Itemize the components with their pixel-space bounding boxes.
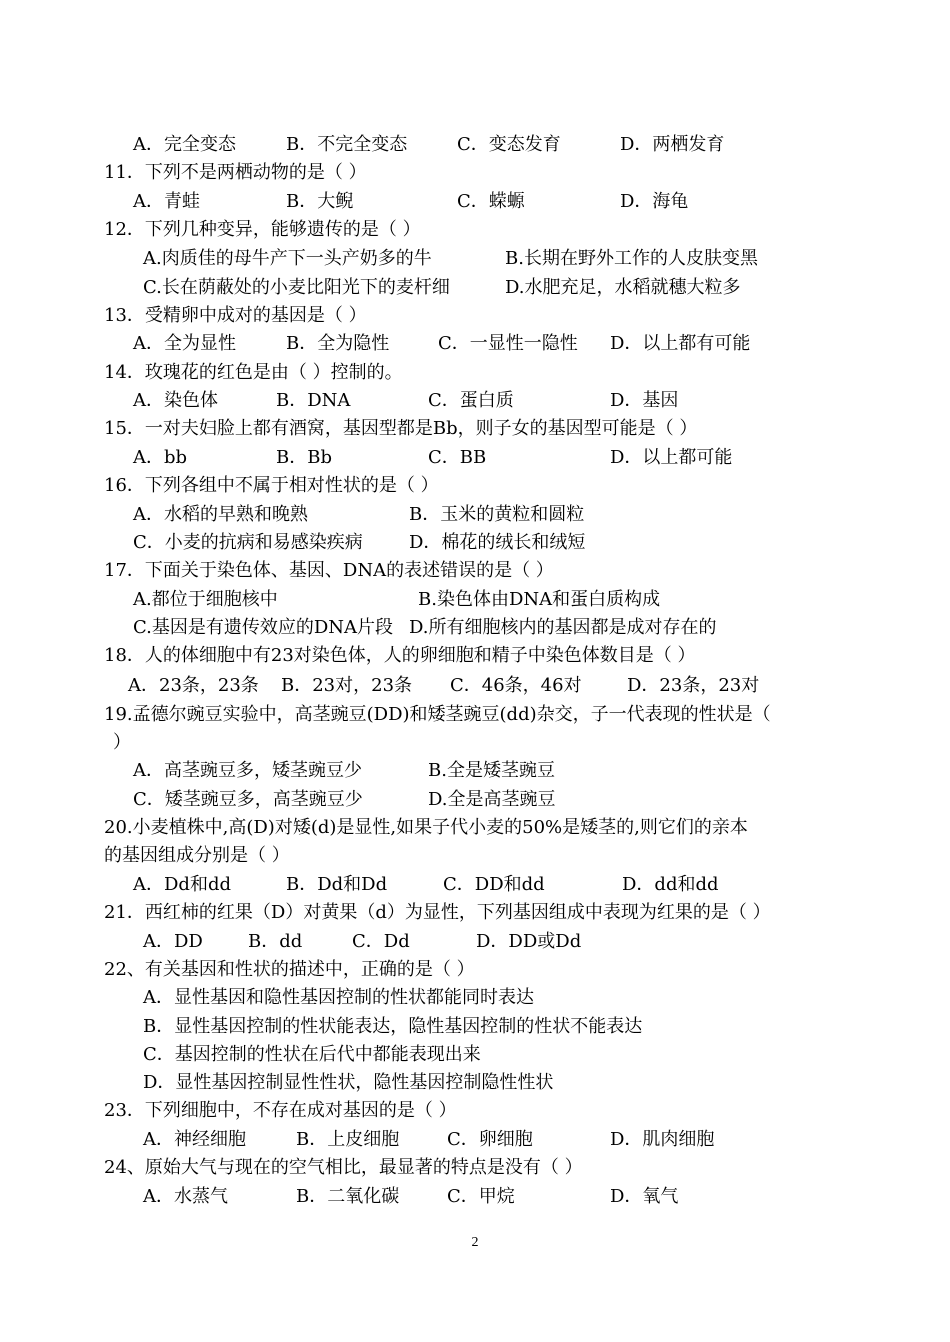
answer-option: C．DD和dd bbox=[443, 874, 545, 895]
question-text: 21．西红柿的红果（D）对黄果（d）为显性，下列基因组成中表现为红果的是（ ） bbox=[104, 902, 771, 923]
answer-option: B．dd bbox=[248, 931, 303, 952]
answer-option: A．水蒸气 bbox=[143, 1186, 228, 1207]
answer-option: D．DD或Dd bbox=[476, 931, 582, 952]
answer-option: A．水稻的早熟和晚熟 bbox=[133, 504, 308, 525]
question-text: 18．人的体细胞中有23对染色体，人的卵细胞和精子中染色体数目是（ ） bbox=[104, 645, 696, 666]
answer-option: D．dd和dd bbox=[622, 874, 719, 895]
answer-option: A.肉质佳的母牛产下一头产奶多的牛 bbox=[143, 248, 432, 269]
answer-option: B．Bb bbox=[276, 447, 332, 468]
answer-option: C．变态发育 bbox=[457, 134, 561, 155]
answer-option: A．显性基因和隐性基因控制的性状都能同时表达 bbox=[143, 987, 534, 1008]
answer-option: C．蛋白质 bbox=[428, 390, 514, 411]
answer-option: C．卵细胞 bbox=[447, 1129, 533, 1150]
question-text: 19.孟德尔豌豆实验中，高茎豌豆(DD)和矮茎豌豆(dd)杂交，子一代表现的性状是（ bbox=[104, 704, 771, 725]
question-text: 16．下列各组中不属于相对性状的是（ ） bbox=[104, 475, 439, 496]
answer-option: A．Dd和dd bbox=[133, 874, 231, 895]
question-text: 14．玫瑰花的红色是由（ ）控制的。 bbox=[104, 362, 403, 383]
answer-option: A．高茎豌豆多，矮茎豌豆少 bbox=[133, 760, 362, 781]
answer-option: B．23对，23条 bbox=[281, 675, 413, 696]
answer-option: C．BB bbox=[428, 447, 487, 468]
answer-option: D．两栖发育 bbox=[620, 134, 725, 155]
question-text: 22、有关基因和性状的描述中，正确的是（ ） bbox=[104, 959, 475, 980]
answer-option: B．DNA bbox=[276, 390, 351, 411]
answer-option: C．基因控制的性状在后代中都能表现出来 bbox=[143, 1044, 481, 1065]
question-text: 24、原始大气与现在的空气相比，最显著的特点是没有（ ） bbox=[104, 1157, 583, 1178]
answer-option: A．神经细胞 bbox=[143, 1129, 246, 1150]
answer-option: B．全为隐性 bbox=[286, 333, 390, 354]
answer-option: C.基因是有遗传效应的DNA片段 bbox=[133, 617, 394, 638]
answer-option: C.长在荫蔽处的小麦比阳光下的麦杆细 bbox=[143, 277, 450, 298]
answer-option: D．以上都可能 bbox=[610, 447, 733, 468]
question-text: 11．下列不是两栖动物的是（ ） bbox=[104, 162, 367, 183]
answer-option: A．完全变态 bbox=[133, 134, 236, 155]
answer-option: B.长期在野外工作的人皮肤变黑 bbox=[505, 248, 758, 269]
answer-option: D．氧气 bbox=[610, 1186, 679, 1207]
answer-option: A．23条，23条 bbox=[128, 675, 259, 696]
answer-option: A．染色体 bbox=[133, 390, 218, 411]
answer-option: B．二氧化碳 bbox=[296, 1186, 400, 1207]
answer-option: D．海龟 bbox=[620, 191, 689, 212]
answer-option: D．基因 bbox=[610, 390, 679, 411]
answer-option: C．46条，46对 bbox=[450, 675, 582, 696]
answer-option: C．矮茎豌豆多，高茎豌豆少 bbox=[133, 789, 363, 810]
answer-option: D．显性基因控制显性性状，隐性基因控制隐性性状 bbox=[143, 1072, 554, 1093]
answer-option: B．大鲵 bbox=[286, 191, 354, 212]
answer-option: C．蝾螈 bbox=[457, 191, 525, 212]
question-text: 23．下列细胞中，不存在成对基因的是（ ） bbox=[104, 1100, 457, 1121]
answer-option: B．显性基因控制的性状能表达，隐性基因控制的性状不能表达 bbox=[143, 1016, 643, 1037]
answer-option: D．23条，23对 bbox=[627, 675, 760, 696]
question-text: 15．一对夫妇脸上都有酒窝，基因型都是Bb，则子女的基因型可能是（ ） bbox=[104, 418, 698, 439]
answer-option: B．不完全变态 bbox=[286, 134, 408, 155]
answer-option: B．玉米的黄粒和圆粒 bbox=[409, 504, 585, 525]
question-text: 20.小麦植株中,高(D)对矮(d)是显性,如果子代小麦的50%是矮茎的,则它们的亲本 bbox=[104, 817, 748, 838]
answer-option: B.全是矮茎豌豆 bbox=[428, 760, 555, 781]
answer-option: D.水肥充足，水稻就穗大粒多 bbox=[505, 277, 741, 298]
answer-option: D．棉花的绒长和绒短 bbox=[409, 532, 586, 553]
page-number: 2 bbox=[471, 1235, 479, 1250]
text-line: 的基因组成分别是（ ） bbox=[104, 845, 290, 866]
answer-option: D．肌肉细胞 bbox=[610, 1129, 715, 1150]
text-line: ） bbox=[113, 732, 131, 753]
answer-option: A．青蛙 bbox=[133, 191, 200, 212]
answer-option: A．全为显性 bbox=[133, 333, 236, 354]
answer-option: A.都位于细胞核中 bbox=[133, 589, 278, 610]
answer-option: C．一显性一隐性 bbox=[438, 333, 578, 354]
answer-option: B.染色体由DNA和蛋白质构成 bbox=[418, 589, 661, 610]
question-text: 17．下面关于染色体、基因、DNA的表述错误的是（ ） bbox=[104, 560, 554, 581]
answer-option: A．bb bbox=[133, 447, 188, 468]
answer-option: B．Dd和Dd bbox=[286, 874, 388, 895]
answer-option: C．Dd bbox=[352, 931, 410, 952]
question-text: 12．下列几种变异，能够遗传的是（ ） bbox=[104, 219, 421, 240]
answer-option: B．上皮细胞 bbox=[296, 1129, 400, 1150]
answer-option: A．DD bbox=[143, 931, 203, 952]
answer-option: D.全是高茎豌豆 bbox=[428, 789, 556, 810]
answer-option: D．以上都有可能 bbox=[610, 333, 751, 354]
answer-option: C．甲烷 bbox=[447, 1186, 515, 1207]
answer-option: D.所有细胞核内的基因都是成对存在的 bbox=[409, 617, 717, 638]
question-text: 13．受精卵中成对的基因是（ ） bbox=[104, 305, 367, 326]
answer-option: C．小麦的抗病和易感染疾病 bbox=[133, 532, 363, 553]
